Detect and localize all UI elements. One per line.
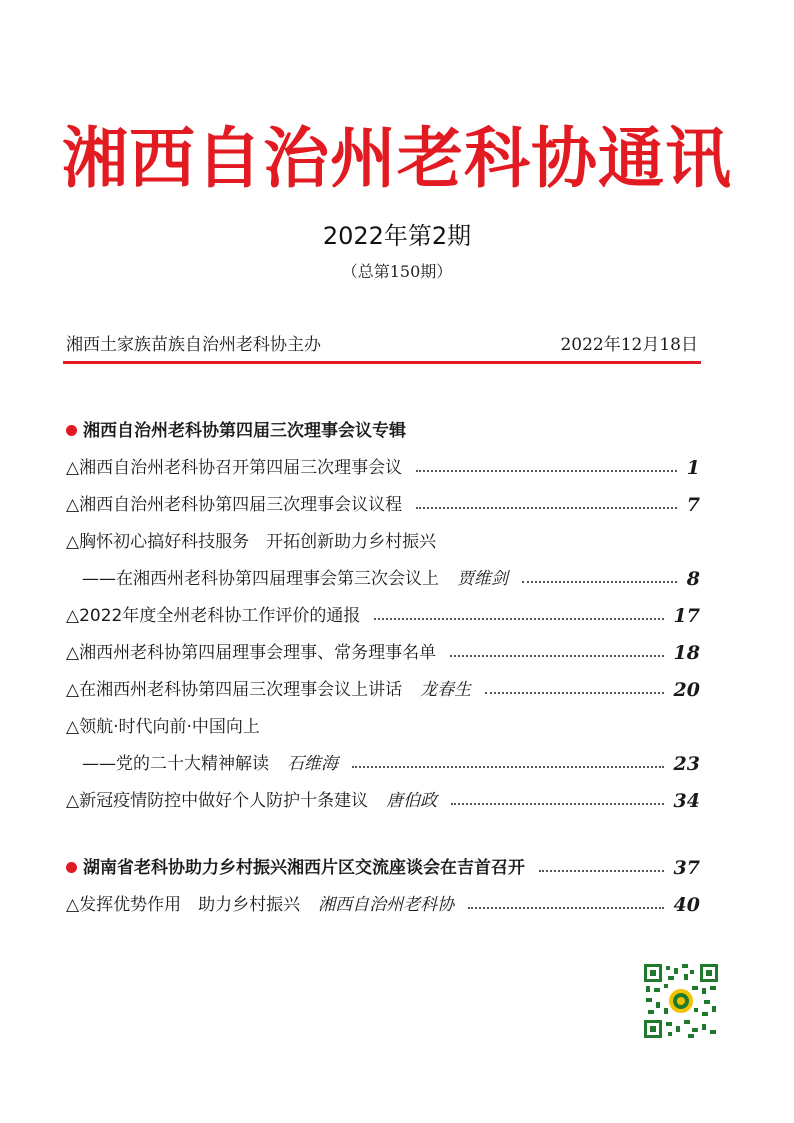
page-number: 8 [686, 567, 700, 590]
red-divider [63, 361, 701, 364]
sponsor-text: 湘西土家族苗族自治州老科协主办 [66, 335, 321, 355]
entry-title: △胸怀初心搞好科技服务 开拓创新助力乡村振兴 [66, 531, 437, 552]
toc-entry-subtitle[interactable] [66, 745, 700, 782]
dot-leader [468, 907, 663, 909]
dot-leader [485, 692, 663, 694]
page-number: 40 [673, 893, 700, 916]
page-number: 37 [673, 856, 700, 879]
page-number: 17 [673, 604, 700, 627]
toc-section-heading[interactable] [66, 849, 700, 886]
qr-code-icon [644, 964, 718, 1038]
entry-author: 唐伯政 [386, 790, 438, 811]
toc-entry[interactable] [66, 671, 700, 708]
entry-title: △新冠疫情防控中做好个人防护十条建议 [66, 790, 369, 811]
toc-entry[interactable] [66, 708, 700, 745]
page-number: 20 [673, 678, 700, 701]
toc-section-heading [66, 412, 700, 449]
page-number: 34 [673, 789, 700, 812]
masthead-line [66, 333, 698, 357]
entry-author: 龙春生 [420, 679, 472, 700]
publication-date: 2022年12月18日 [560, 335, 698, 355]
issue-number: 2022年第2期 [322, 222, 472, 250]
toc-entry[interactable] [66, 597, 700, 634]
publication-title: 湘西自治州老科协通讯 [62, 119, 732, 197]
entry-title: △在湘西州老科协第四届三次理事会议上讲话 [66, 679, 403, 700]
table-of-contents [66, 412, 700, 923]
red-dot-icon [66, 862, 77, 873]
dot-leader [450, 655, 663, 657]
entry-author: 石维海 [287, 753, 338, 774]
entry-subtitle: ——党的二十大精神解读 [82, 753, 269, 774]
dot-leader [522, 581, 677, 583]
entry-title: △湘西州老科协第四届理事会理事、常务理事名单 [66, 642, 437, 663]
dot-leader [374, 618, 663, 620]
toc-entry[interactable] [66, 449, 700, 486]
toc-entry[interactable] [66, 523, 700, 560]
toc-entry[interactable] [66, 782, 700, 819]
page-number: 23 [673, 752, 700, 775]
page-number: 18 [673, 641, 700, 664]
total-issue-number: （总第150期） [341, 262, 453, 281]
entry-title: △湘西自治州老科协第四届三次理事会议议程 [66, 494, 403, 515]
dot-leader [352, 766, 664, 768]
dot-leader [539, 870, 664, 872]
entry-subtitle: ——在湘西州老科协第四届理事会第三次会议上 [82, 568, 439, 589]
entry-title: △2022年度全州老科协工作评价的通报 [66, 605, 361, 626]
section-heading-text: 湖南省老科协助力乡村振兴湘西片区交流座谈会在吉首召开 [83, 857, 525, 878]
toc-entry[interactable] [66, 634, 700, 671]
entry-title: △领航·时代向前·中国向上 [66, 716, 260, 737]
entry-author: 贾维剑 [457, 568, 508, 589]
entry-author: 湘西自治州老科协 [318, 894, 455, 915]
toc-entry[interactable] [66, 486, 700, 523]
entry-title: △湘西自治州老科协召开第四届三次理事会议 [66, 457, 403, 478]
page-number: 7 [686, 493, 700, 516]
dot-leader [451, 803, 663, 805]
dot-leader [416, 507, 677, 509]
dot-leader [416, 470, 677, 472]
toc-entry[interactable] [66, 886, 700, 923]
toc-entry-subtitle[interactable] [66, 560, 700, 597]
page-number: 1 [686, 456, 700, 479]
section-heading-text: 湘西自治州老科协第四届三次理事会议专辑 [83, 420, 406, 441]
entry-title: △发挥优势作用 助力乡村振兴 [66, 894, 301, 915]
red-dot-icon [66, 425, 77, 436]
